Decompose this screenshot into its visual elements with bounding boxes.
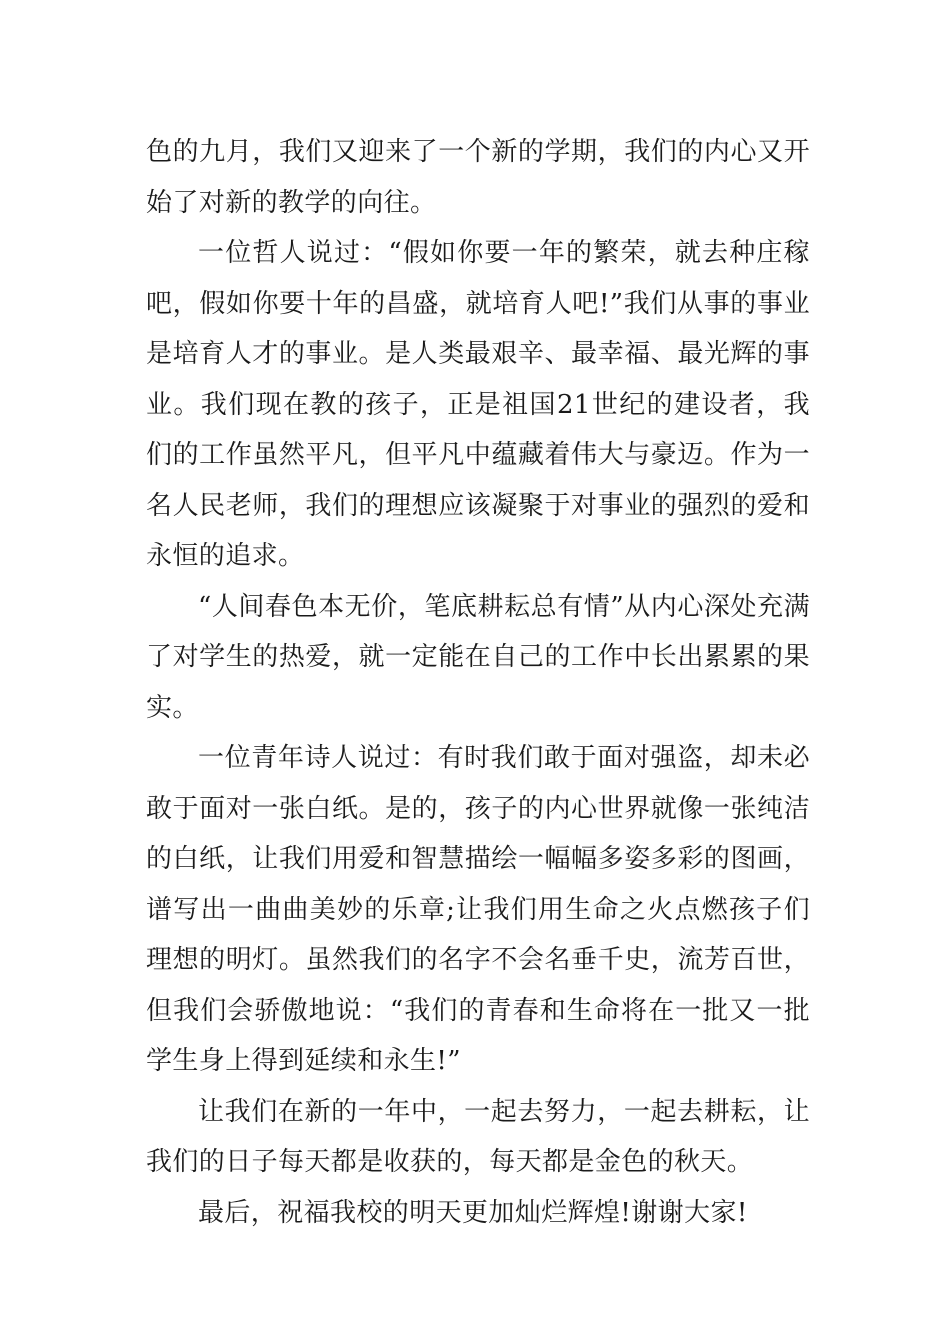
paragraph-3: “人间春色本无价，笔底耕耘总有情”从内心深处充满了对学生的热爱，就一定能在自己的工作中长出累累的果实。 xyxy=(146,591,810,723)
paragraph-6: 最后，祝福我校的明天更加灿烂辉煌!谢谢大家! xyxy=(198,1197,748,1228)
paragraph-4: 一位青年诗人说过：有时我们敢于面对强盗，却未必敢于面对一张白纸。是的，孩子的内心世界就像一张纯洁的白纸，让我们用爱和智慧描绘一幅幅多姿多彩的图画，谱写出一曲曲美妙的乐章;让我们用生命之火点燃孩子们理想的明灯。虽然我们的名字不会名垂千史，流芳百世，但我们会骄傲地说：“我们的青春和生命将在一批又一批学生身上得到延续和永生!” xyxy=(146,743,810,1076)
paragraph-5: 让我们在新的一年中，一起去努力，一起去耕耘，让我们的日子每天都是收获的，每天都是金色的秋天。 xyxy=(146,1096,810,1177)
paragraph-2: 一位哲人说过：“假如你要一年的繁荣，就去种庄稼吧，假如你要十年的昌盛，就培育人吧!”我们从事的事业是培育人才的事业。是人类最艰辛、最幸福、最光辉的事业。我们现在教的孩子，正是祖国21世纪的建设者，我们的工作虽然平凡，但平凡中蕴藏着伟大与豪迈。作为一名人民老师，我们的理想应该凝聚于对事业的强烈的爱和永恒的追求。 xyxy=(146,238,810,571)
document-body xyxy=(146,127,810,1238)
paragraph-1: 色的九月，我们又迎来了一个新的学期，我们的内心又开始了对新的教学的向往。 xyxy=(146,137,810,218)
